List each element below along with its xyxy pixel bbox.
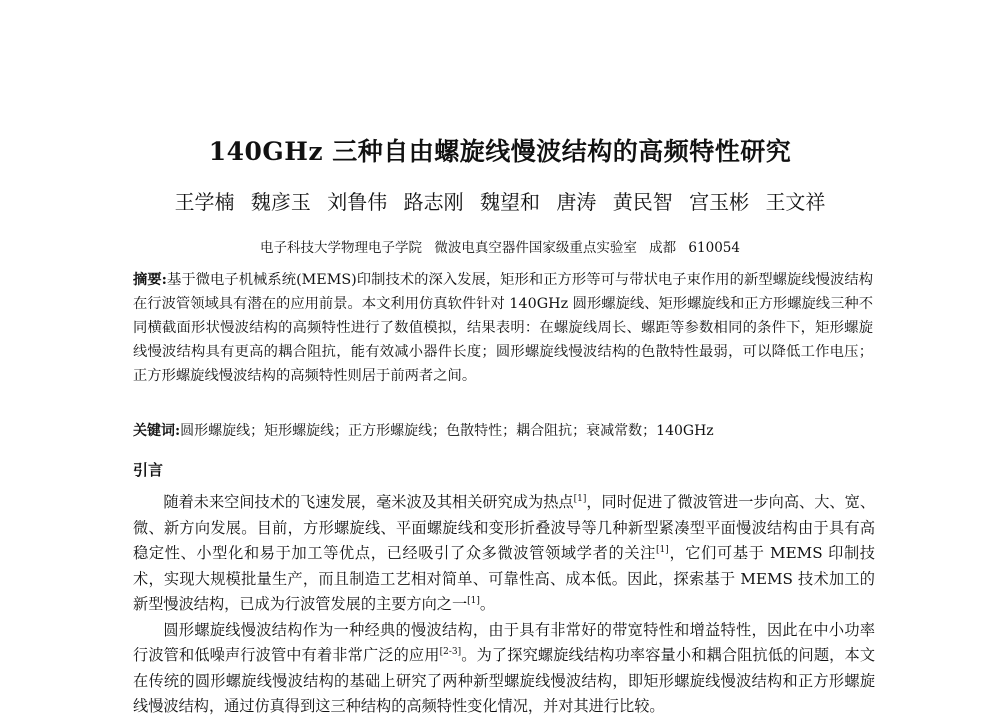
affiliation-university: 电子科技大学物理电子学院: [260, 240, 423, 256]
affiliation-postcode: 610054: [688, 240, 740, 256]
paper-title: 140GHz 三种自由螺旋线慢波结构的高频特性研究: [208, 137, 792, 166]
paragraph: [133, 490, 875, 618]
paragraph-text: 。为了探究螺旋线结构功率容量小和耦合阻抗低的问题，本文在传统的圆形螺旋线慢波结构的基础上研究了两种新型螺旋线慢波结构，即矩形螺旋线慢波结构和正方形螺旋线慢波结构，通过仿真得到这三种结构的高频特性变化情况，并对其进行比较。: [133, 646, 876, 715]
keywords: [133, 420, 873, 442]
affiliation-lab: 微波电真空器件国家级重点实验室: [434, 240, 637, 256]
author: 魏彦玉: [250, 190, 311, 214]
author: 魏望和: [480, 190, 540, 214]
citation: [1]: [467, 595, 480, 606]
abstract-label: 摘要:: [133, 272, 167, 288]
paragraph-text: ，它们可基于 MEMS 印制技术，实现大规模批量生产，而且制造工艺相对简单、可靠性高、成本低。因此，探索基于 MEMS 技术加工的新型慢波结构，已成为行波管发展的主要方向之一: [133, 544, 875, 613]
abstract: [133, 268, 873, 388]
citation: [1]: [573, 493, 587, 504]
author: 刘鲁伟: [327, 190, 388, 214]
section-heading: 引言: [133, 461, 164, 479]
paragraph-text: 。: [479, 595, 496, 613]
keywords-label: 关键词:: [133, 423, 181, 439]
author: 路志刚: [403, 190, 464, 214]
keywords-text: 圆形螺旋线；矩形螺旋线；正方形螺旋线；色散特性；耦合阻抗；衰减常数；140GHz: [180, 423, 714, 439]
paragraph-text: ，同时促进了微波管进一步向高、大、宽、微、新方向发展。目前，方形螺旋线、平面螺旋线和变形折叠波导等几种新型紧凑型平面慢波结构由于具有高稳定性、小型化和易于加工等优点，已经吸引了众多微波管领域学者的关注: [133, 493, 876, 562]
author: 唐涛: [556, 190, 597, 214]
body-text: [133, 490, 875, 720]
author: 王学楠: [174, 190, 235, 214]
author: 宫玉彬: [689, 190, 750, 214]
abstract-text: 基于微电子机械系统(MEMS)印制技术的深入发展，矩形和正方形等可与带状电子束作用的新型螺旋线慢波结构在行波管领域具有潜在的应用前景。本文利用仿真软件针对 140GHz 圆形螺旋线、矩形螺旋线和正方形螺旋线三种不同横截面形状慢波结构的高频特性进行了数值模拟，结果表明：在螺旋线周长、螺距等参数相同的条件下，矩形螺旋线慢波结构具有更高的耦合阻抗，能有效减小器件长度；圆形螺旋线慢波结构的色散特性最弱，可以降低工作电压；正方形螺旋线慢波结构的高频特性则居于前两者之间。: [133, 272, 873, 384]
paragraph: [133, 618, 875, 720]
paragraph-text: 圆形螺旋线慢波结构作为一种经典的慢波结构，由于具有非常好的带宽特性和增益特性，因此在中小功率行波管和低噪声行波管中有着非常广泛的应用: [133, 620, 875, 664]
author: 王文祥: [765, 190, 826, 214]
author: 黄民智: [612, 190, 673, 214]
affiliation-city: 成都: [649, 240, 677, 256]
citation: [2-3]: [439, 646, 462, 657]
affiliation: [0, 236, 1000, 256]
author-list: [0, 186, 1000, 215]
citation: [1]: [656, 544, 669, 555]
paragraph-text: 随着未来空间技术的飞速发展，毫米波及其相关研究成为热点: [163, 493, 574, 511]
